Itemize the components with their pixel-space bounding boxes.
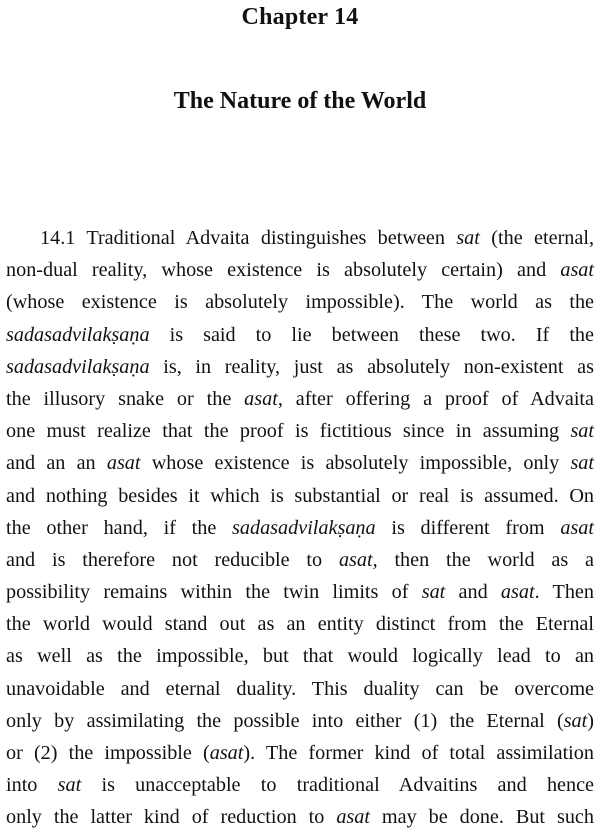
italic-term: sat <box>570 420 594 443</box>
text-segment: and an an <box>6 452 107 475</box>
text-segment: is unacceptable to traditional Advaitins and hence <box>81 774 595 797</box>
text-segment: or (2) the impossible ( <box>6 742 210 764</box>
text-segment: into <box>6 774 58 797</box>
text-line <box>6 351 594 383</box>
text-line <box>6 608 594 640</box>
italic-term: asat <box>106 452 141 475</box>
chapter-number: Chapter 14 <box>241 4 359 30</box>
text-segment: ). The former kind of total assimilation <box>243 742 594 764</box>
text-line <box>6 254 594 286</box>
text-segment: only by assimilating the possible into either (1) the Eternal ( <box>6 709 564 732</box>
text-line <box>6 705 594 737</box>
italic-term: asat <box>500 581 535 604</box>
text-segment: unavoidable and eternal duality. This duality can be overcome <box>6 677 594 700</box>
italic-term: sadasadvilakṣaṇa <box>6 355 150 378</box>
italic-term: asat <box>560 259 594 282</box>
italic-term: sadasadvilakṣaṇa <box>232 516 376 539</box>
text-segment: then the world as a <box>377 548 594 571</box>
text-segment: whose existence is absolutely impossible, only <box>140 452 571 475</box>
text-segment: is different from <box>375 516 561 539</box>
text-line <box>6 640 594 672</box>
italic-term: sat <box>421 581 446 604</box>
text-line <box>6 383 594 415</box>
chapter-title: The Nature of the World <box>173 88 427 114</box>
text-line <box>6 222 594 254</box>
text-line <box>6 801 594 833</box>
text-segment: and nothing besides it which is substantial or real is assumed. On <box>6 484 594 507</box>
text-segment: . Then <box>534 581 594 604</box>
italic-term: asat <box>244 387 278 410</box>
text-segment: and <box>445 581 501 604</box>
text-segment: as well as the impossible, but that would logically lead to an <box>6 645 594 668</box>
italic-term: asat <box>560 516 594 539</box>
text-line <box>6 544 594 576</box>
text-segment: ) <box>587 709 594 732</box>
italic-term: asat <box>336 806 370 829</box>
text-segment: (the eternal, <box>479 227 594 249</box>
text-line <box>6 512 594 544</box>
text-segment: is said to lie between these two. If the <box>149 323 594 346</box>
text-segment: the other hand, if the <box>6 516 233 539</box>
text-line <box>6 673 594 705</box>
text-segment: and is therefore not reducible to <box>6 548 339 571</box>
text-line <box>6 415 594 447</box>
italic-term: sadasadvilakṣaṇa <box>6 323 150 346</box>
paragraph-14-1 <box>6 222 594 834</box>
text-line <box>6 447 594 479</box>
text-segment: is, in reality, just as absolutely non-existent as <box>149 355 594 378</box>
italic-term: sat <box>570 452 595 475</box>
text-line <box>6 480 594 512</box>
text-segment: non-dual reality, whose existence is absolutely certain) and <box>6 259 561 282</box>
text-line <box>6 737 594 769</box>
text-segment: one must realize that the proof is fictitious since in assuming <box>6 420 571 443</box>
text-segment: 14.1 Traditional Advaita distinguishes between <box>40 227 457 249</box>
text-line <box>6 319 594 351</box>
text-segment: only the latter kind of reduction to <box>6 806 337 829</box>
text-segment: the illusory snake or the <box>6 387 245 410</box>
text-segment: may be done. But such <box>369 806 594 829</box>
text-segment: possibility remains within the twin limits of <box>6 581 422 604</box>
italic-term: asat, <box>338 548 378 571</box>
text-line <box>6 576 594 608</box>
italic-term: sat <box>563 709 588 732</box>
italic-term: asat <box>209 742 244 764</box>
text-segment: the world would stand out as an entity distinct from the Eternal <box>6 613 594 636</box>
text-segment: , after offering a proof of Advaita <box>277 387 595 410</box>
text-line <box>6 769 594 801</box>
italic-term: sat <box>456 227 480 249</box>
text-line <box>6 286 594 318</box>
text-segment: (whose existence is absolutely impossible). The world as the <box>6 291 594 314</box>
italic-term: sat <box>57 774 82 797</box>
